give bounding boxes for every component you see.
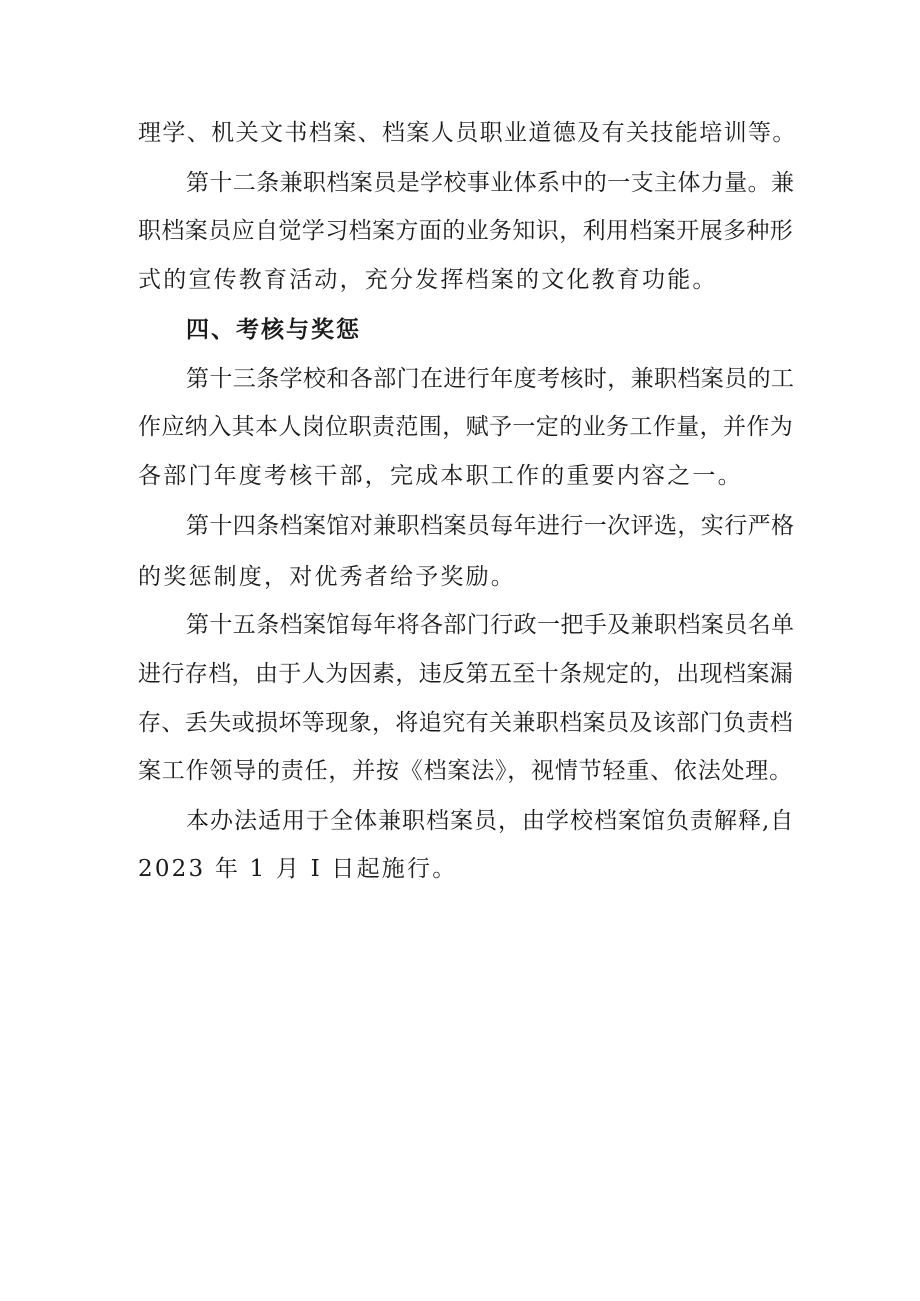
paragraph-line: 职档案员应自觉学习档案方面的业务知识，利用档案开展多种形 xyxy=(138,218,794,244)
paragraph-line: 第十五条档案馆每年将各部门行政一把手及兼职档案员名单 xyxy=(186,612,795,638)
paragraph-line: 进行存档，由于人为因素，违反第五至十条规定的，出现档案漏 xyxy=(138,661,794,687)
paragraph-line: 案工作领导的责任，并按《档案法》，视情节轻重、依法处理。 xyxy=(138,758,793,784)
paragraph-line: 各部门年度考核干部，完成本职工作的重要内容之一。 xyxy=(138,463,743,489)
paragraph-line: 存、丢失或损坏等现象，将追究有关兼职档案员及该部门负责档 xyxy=(138,710,794,736)
paragraph-line: 第十二条兼职档案员是学校事业体系中的一支主体力量。兼 xyxy=(186,170,795,196)
paragraph-line: 的奖惩制度，对优秀者给予奖励。 xyxy=(138,564,516,590)
section-heading: 四、考核与奖惩 xyxy=(186,317,361,343)
paragraph-line: 第十三条学校和各部门在进行年度考核时，兼职档案员的工 xyxy=(186,366,795,392)
paragraph-line: 第十四条档案馆对兼职档案员每年进行一次评选，实行严格 xyxy=(186,513,795,539)
paragraph-line: 本办法适用于全体兼职档案员，由学校档案馆负责解释,自 xyxy=(186,808,795,834)
paragraph-line: 作应纳入其本人岗位职责范围，赋予一定的业务工作量，并作为 xyxy=(138,414,794,440)
paragraph-line: 式的宣传教育活动，充分发挥档案的文化教育功能。 xyxy=(138,267,718,293)
paragraph-line: 理学、机关文书档案、档案人员职业道德及有关技能培训等。 xyxy=(138,120,797,146)
paragraph-line: 2023 年 1 月 I 日起施行。 xyxy=(138,856,458,882)
